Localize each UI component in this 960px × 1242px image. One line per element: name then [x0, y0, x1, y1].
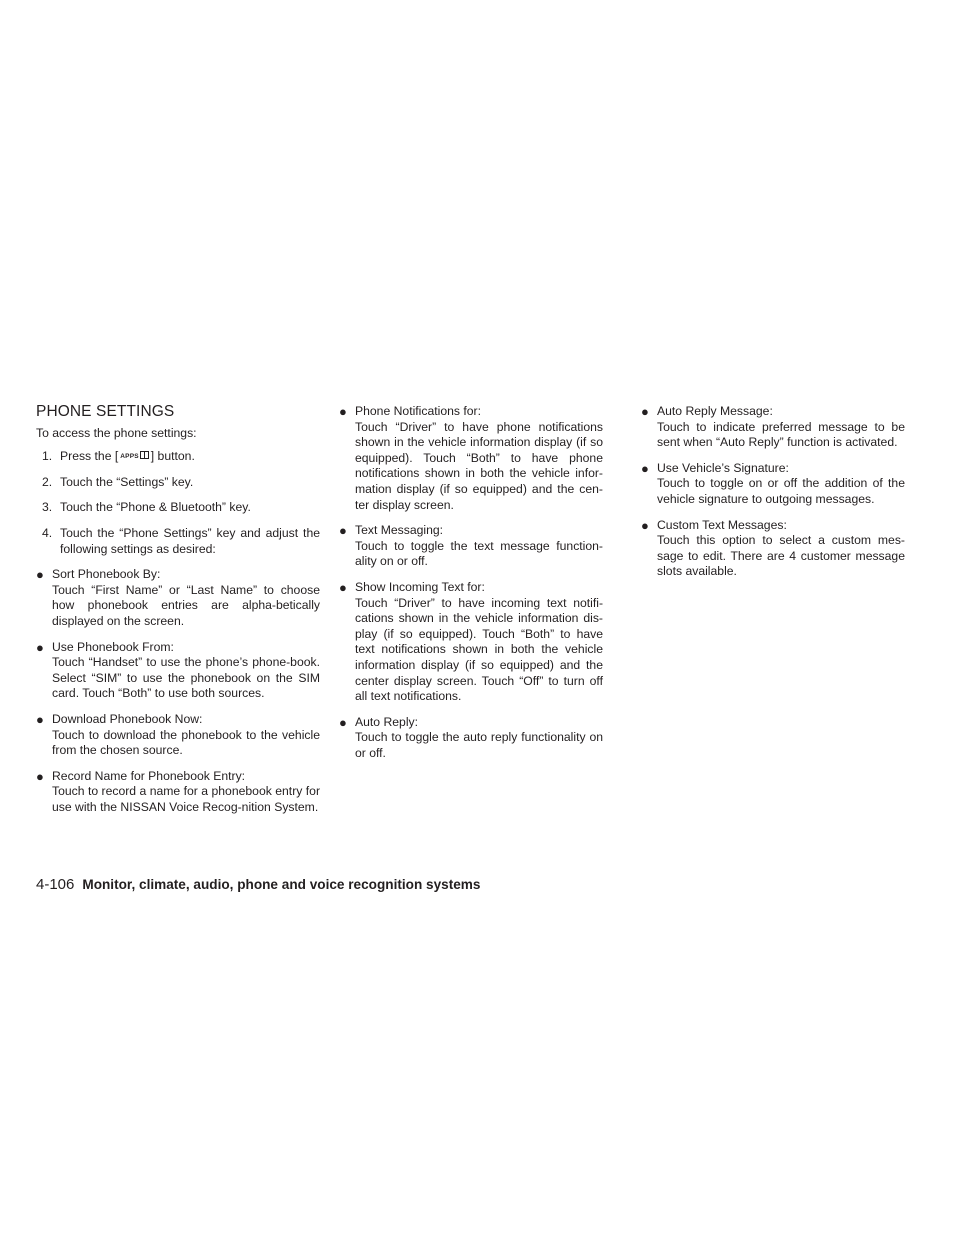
steps-list — [36, 449, 320, 557]
page-footer — [36, 876, 480, 894]
bullet-icon: ● — [339, 579, 347, 595]
setting-item-sort-phonebook — [36, 567, 320, 629]
bullet-icon: ● — [641, 404, 649, 419]
bullet-icon: ● — [641, 460, 649, 476]
bullet-icon: ● — [36, 639, 44, 655]
setting-description: Touch to indicate preferred message to be sent when “Auto Reply” function is activated. — [657, 419, 905, 450]
page-number: 4-106 — [36, 876, 75, 893]
setting-title: Phone Notifications for: — [355, 404, 482, 418]
bullet-icon: ● — [36, 711, 44, 727]
bullet-icon: ● — [339, 523, 347, 539]
column-1 — [36, 404, 320, 825]
step-text — [60, 449, 320, 465]
setting-item-use-phonebook — [36, 640, 320, 702]
setting-title: Show Incoming Text for: — [355, 579, 485, 594]
setting-description: Touch to toggle on or off the addition of the vehicle signature to outgoing messages. — [657, 476, 905, 506]
step-text: Touch the “Settings” key. — [60, 474, 194, 489]
setting-title: Use Phonebook From: — [52, 639, 174, 654]
setting-title: Download Phonebook Now: — [52, 711, 203, 726]
setting-item-download-phonebook — [36, 712, 320, 759]
step-text: Touch the “Phone & Bluetooth” key. — [60, 500, 251, 515]
bullet-icon: ● — [641, 517, 649, 533]
column-2 — [339, 404, 603, 771]
setting-description: Touch “Handset” to use the phone’s phone-book. Select “SIM” to use the phonebook on the SIM card. Touch “Both” to use both sources. — [52, 655, 320, 701]
setting-description: Touch to record a name for a phonebook entry for use with the NISSAN Voice Recog-nition System. — [52, 784, 320, 814]
step-number: 4. — [42, 525, 53, 540]
step-2 — [36, 475, 320, 491]
setting-item-phone-notifications — [339, 404, 603, 513]
setting-item-text-messaging — [339, 523, 603, 570]
step-text-post: ] button. — [150, 449, 195, 464]
step-text-pre: Press the [ — [60, 449, 119, 464]
setting-description: Touch “Driver” to have incoming text notifi-cations shown in the vehicle information dis-play (if so equipped). Touch “Both” to have text notifications shown in both the vehicle information display (if so equipped) and the center display screen. Touch “Off” to turn off all text notifications. — [355, 595, 603, 704]
setting-description: Touch this option to select a custom mes-sage to edit. There are 4 customer message slots available. — [657, 533, 905, 579]
setting-item-show-incoming-text — [339, 580, 603, 705]
apps-box-icon — [140, 451, 149, 459]
step-number: 2. — [42, 474, 53, 489]
step-number: 1. — [42, 449, 53, 464]
setting-description: Touch “Driver” to have phone notifications shown in the vehicle information display (if so equipped). Touch “Both” to have phone notifications shown in both the vehicle infor-mation display (if so equipped) and the cen-ter display screen. — [355, 419, 603, 512]
bullet-icon: ● — [36, 768, 44, 784]
setting-description: Touch to download the phonebook to the vehicle from the chosen source. — [52, 727, 320, 758]
setting-item-record-name — [36, 769, 320, 816]
bullet-icon: ● — [339, 404, 347, 419]
intro-text: To access the phone settings: — [36, 425, 197, 440]
setting-title: Auto Reply: — [355, 714, 419, 729]
setting-item-auto-reply — [339, 715, 603, 762]
setting-title: Custom Text Messages: — [657, 517, 787, 532]
bullet-icon: ● — [36, 567, 44, 583]
setting-title: Sort Phonebook By: — [52, 567, 161, 582]
step-1 — [36, 449, 320, 465]
section-title: PHONE SETTINGS — [36, 403, 175, 420]
setting-item-custom-text-messages — [641, 518, 905, 580]
setting-title: Use Vehicle’s Signature: — [657, 460, 789, 475]
column-3 — [641, 404, 905, 590]
setting-description: Touch to toggle the text message function-ality on or off. — [355, 538, 603, 569]
step-4 — [36, 526, 320, 557]
step-text: Touch the “Phone Settings” key and adjust the following settings as desired: — [60, 525, 320, 556]
step-3 — [36, 500, 320, 516]
setting-item-auto-reply-message — [641, 404, 905, 451]
setting-item-vehicle-signature — [641, 461, 905, 508]
chapter-title: Monitor, climate, audio, phone and voice recognition systems — [82, 877, 481, 892]
bullet-icon: ● — [339, 714, 347, 730]
setting-title: Text Messaging: — [355, 523, 444, 538]
step-number: 3. — [42, 500, 53, 515]
setting-description: Touch “First Name” or “Last Name” to choose how phonebook entries are alpha-betically displayed on the screen. — [52, 582, 320, 628]
apps-key-icon — [120, 449, 149, 465]
setting-title: Record Name for Phonebook Entry: — [52, 768, 246, 783]
setting-description: Touch to toggle the auto reply functionality on or off. — [355, 730, 603, 760]
apps-key-label: APPS — [120, 453, 139, 461]
setting-title: Auto Reply Message: — [657, 404, 773, 418]
